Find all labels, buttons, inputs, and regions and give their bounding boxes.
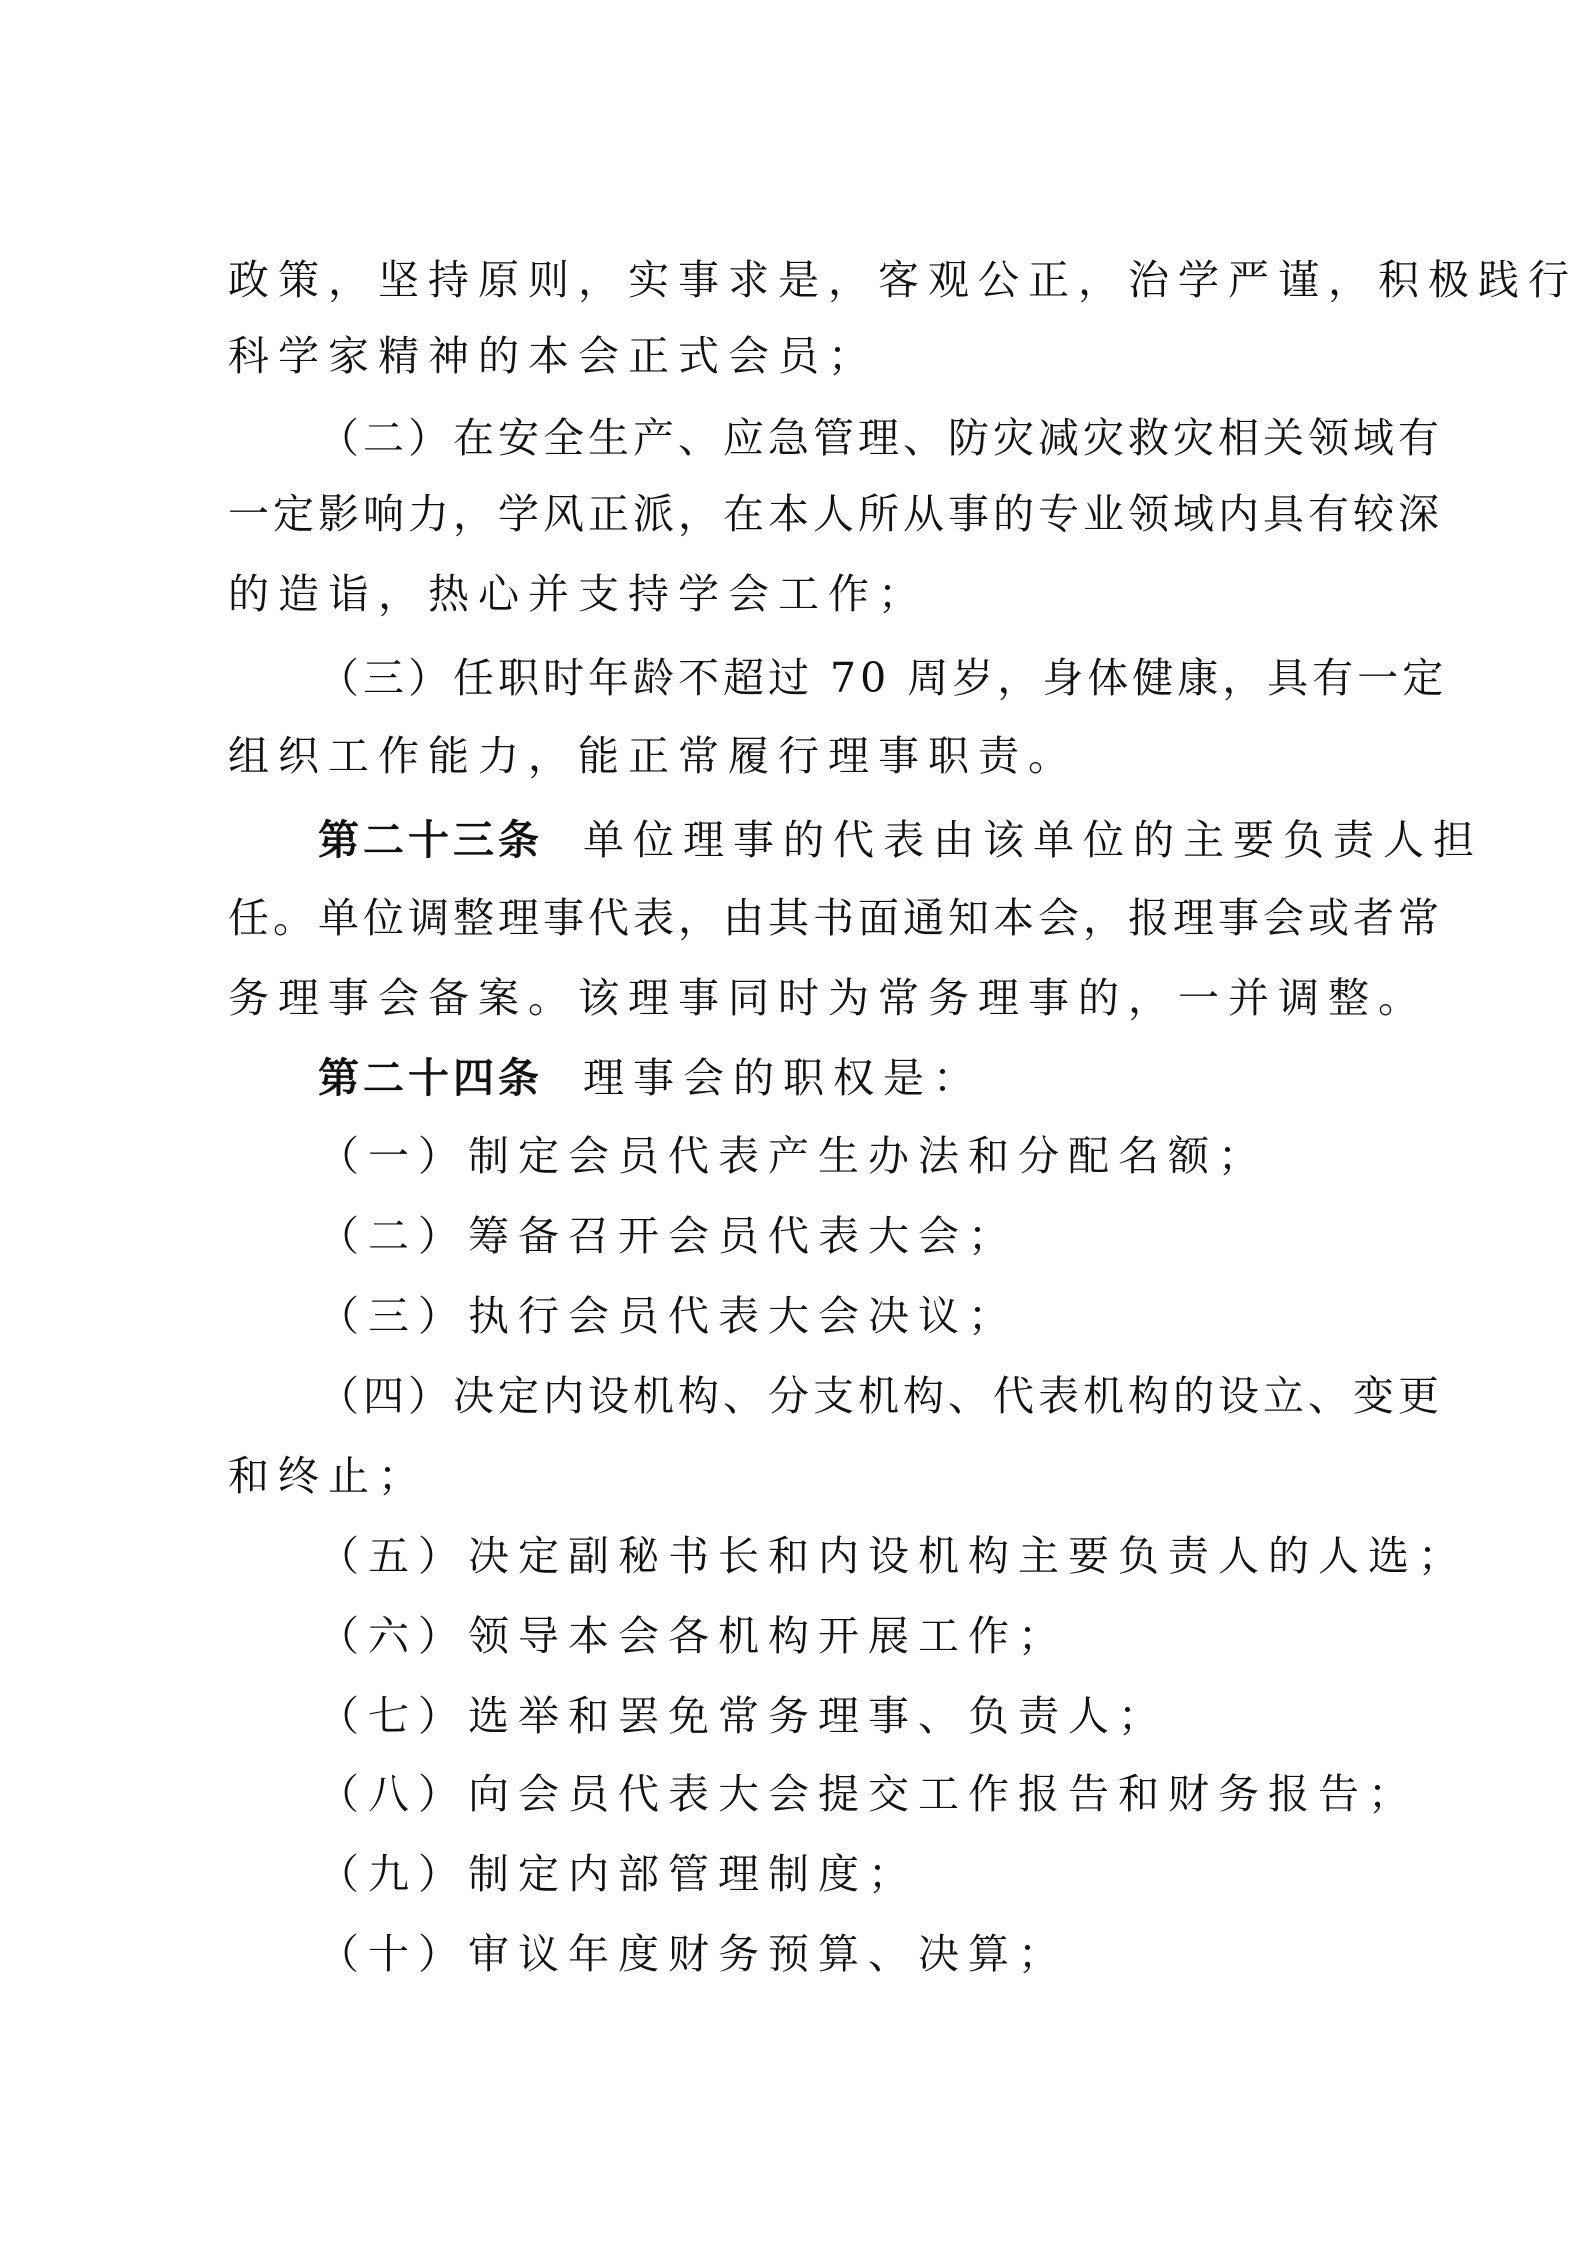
text-line: 理事会的职权是： xyxy=(583,1054,983,1102)
list-item: （一）制定会员代表产生办法和分配名额； xyxy=(318,1132,1268,1180)
list-item: （十）审议年度财务预算、决算； xyxy=(318,1930,1068,1978)
text-line: 一定影响力，学风正派，在本人所从事的专业领域内具有较深 xyxy=(228,490,1443,538)
text-line: 科学家精神的本会正式会员； xyxy=(228,332,878,380)
text-line: 任。单位调整理事代表，由其书面通知本会，报理事会或者常 xyxy=(228,894,1443,942)
text-line: 务理事会备案。该理事同时为常务理事的，一并调整。 xyxy=(228,974,1428,1022)
article-23-heading: 第二十三条 xyxy=(318,816,543,864)
list-item: （五）决定副秘书长和内设机构主要负责人的人选； xyxy=(318,1532,1468,1580)
article-24-heading: 第二十四条 xyxy=(318,1054,543,1102)
text-line: （二）在安全生产、应急管理、防灾减灾救灾相关领域有 xyxy=(318,414,1443,462)
list-item: （七）选举和罢免常务理事、负责人； xyxy=(318,1692,1168,1740)
list-item: （四）决定内设机构、分支机构、代表机构的设立、变更 xyxy=(318,1372,1443,1420)
text-line: 政策，坚持原则，实事求是，客观公正，治学严谨，积极践行 xyxy=(228,256,1578,304)
text-line: 单位理事的代表由该单位的主要负责人担 xyxy=(583,816,1483,864)
list-item: （三）执行会员代表大会决议； xyxy=(318,1292,1018,1340)
text-line: 组织工作能力，能正常履行理事职责。 xyxy=(228,732,1078,780)
list-item: （二）筹备召开会员代表大会； xyxy=(318,1212,1018,1260)
text-line: （三）任职时年龄不超过 70 周岁，身体健康，具有一定 xyxy=(318,654,1448,702)
list-item: （八）向会员代表大会提交工作报告和财务报告； xyxy=(318,1770,1418,1818)
list-item: （九）制定内部管理制度； xyxy=(318,1850,918,1898)
text-line: 和终止； xyxy=(228,1452,428,1500)
article-24-paragraph xyxy=(318,1050,1458,1106)
text-line: 的造诣，热心并支持学会工作； xyxy=(228,570,928,618)
list-item: （六）领导本会各机构开展工作； xyxy=(318,1612,1068,1660)
article-23-paragraph xyxy=(318,812,1483,868)
